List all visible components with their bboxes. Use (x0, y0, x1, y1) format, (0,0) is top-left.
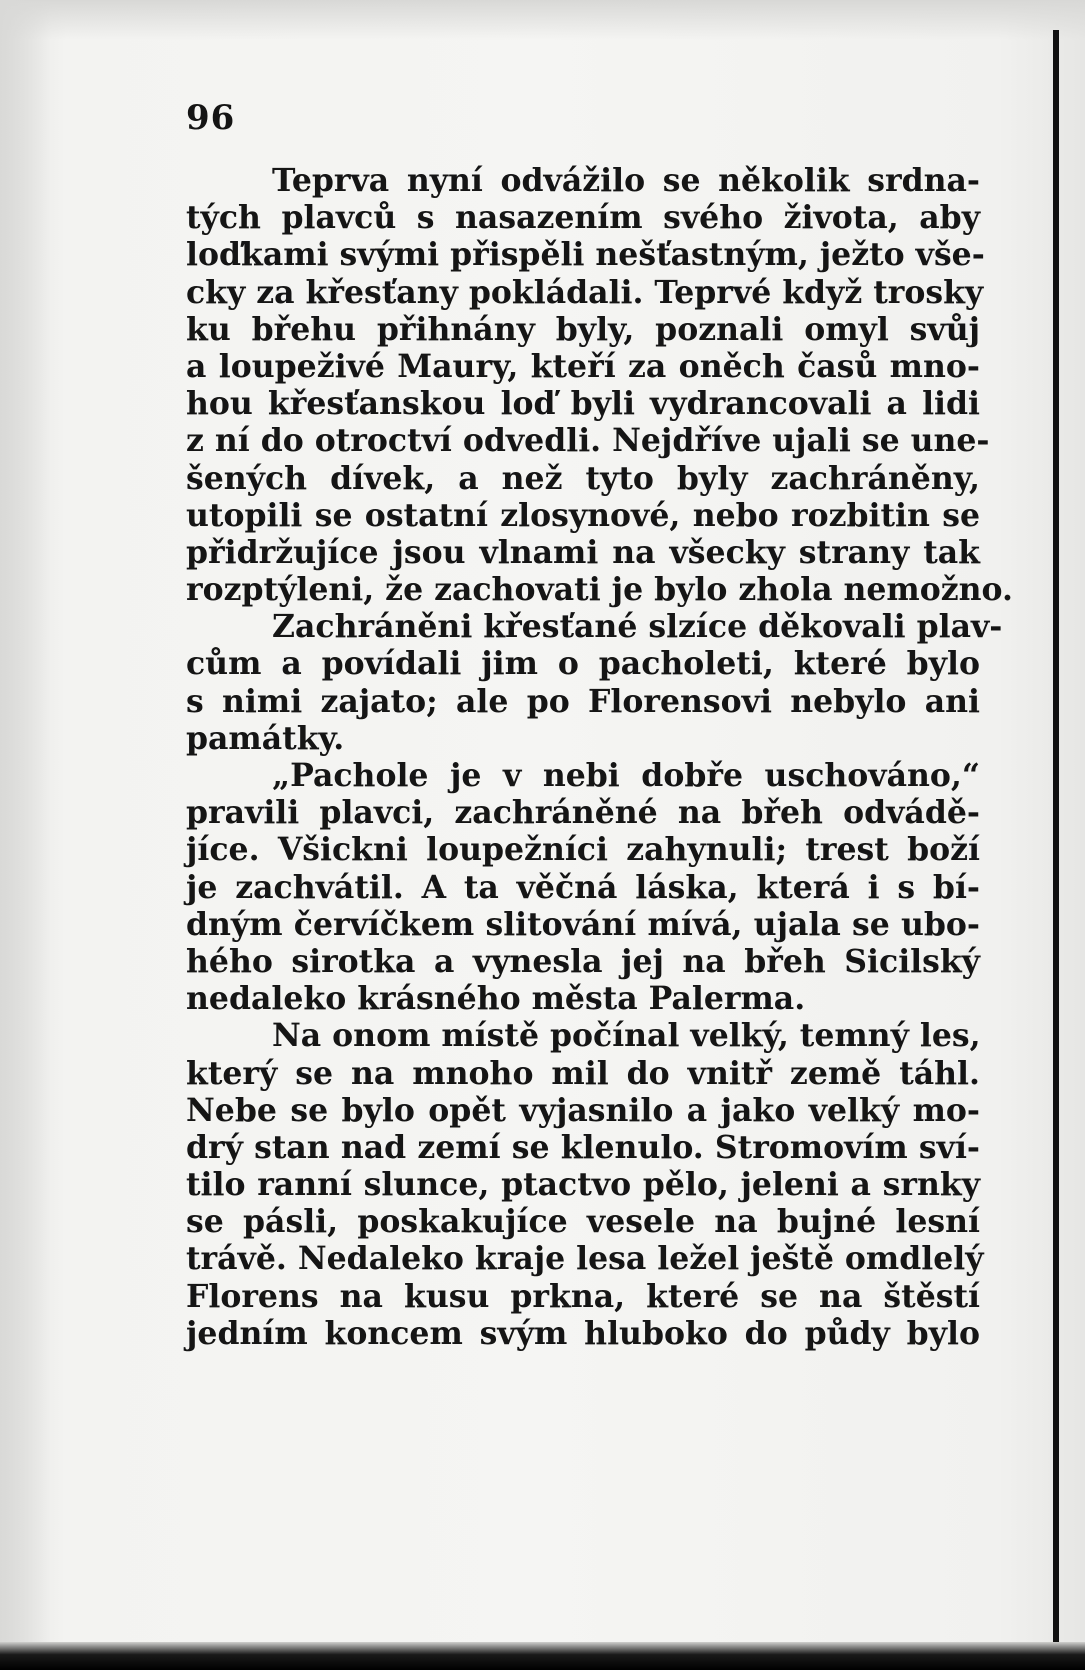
text-line: hého sirotka a vynesla jej na břeh Sicilský (186, 942, 980, 980)
text-line: šených dívek, a než tyto byly zachráněny, (186, 459, 980, 497)
text-line: se pásli, poskakujíce vesele na bujné lesní (186, 1203, 980, 1241)
text-line: Zachráněni křesťané slzíce děkovali plav- (272, 608, 1003, 646)
page-bottom-edge (0, 1642, 1085, 1670)
text-line: je zachvátil. A ta věčná láska, která i s bí- (186, 868, 980, 906)
text-line: tých plavců s nasazením svého života, aby (186, 199, 980, 237)
text-line: a loupeživé Maury, kteří za oněch časů mno- (186, 347, 980, 385)
text-line: tilo ranní slunce, ptactvo pělo, jeleni a srnky (186, 1166, 980, 1204)
text-line: Teprva nyní odvážilo se několik srdna- (272, 162, 980, 199)
text-line: cky za křesťany pokládali. Teprvé když trosky (186, 273, 984, 311)
text-line: pravili plavci, zachráněné na břeh odvádě- (186, 794, 980, 832)
text-line: loďkami svými přispěli nešťastným, ježto vše- (186, 236, 985, 274)
text-line: Na onom místě počínal velký, temný les, (272, 1017, 981, 1055)
top-shadow (0, 0, 1085, 40)
text-line: Nebe se bylo opět vyjasnilo a jako velký mo- (186, 1091, 980, 1129)
text-line: z ní do otroctví odvedli. Nejdříve ujali se une- (186, 422, 990, 460)
text-line: drý stan nad zemí se klenulo. Stromovím sví- (186, 1128, 980, 1166)
text-line: ku břehu přihnány byly, poznali omyl svůj (186, 310, 980, 348)
page-number: 96 (186, 98, 236, 138)
text-line: který se na mnoho mil do vnitř země táhl. (186, 1054, 980, 1092)
text-line: jíce. Všickni loupežníci zahynuli; trest boží (186, 831, 980, 869)
text-line: památky. (186, 719, 345, 757)
text-line: s nimi zajato; ale po Florensovi nebylo ani (186, 682, 980, 720)
body-text (186, 162, 1013, 1352)
text-line: jedním koncem svým hluboko do půdy bylo (186, 1314, 980, 1352)
text-line: nedaleko krásného města Palerma. (186, 980, 806, 1018)
text-line: rozptýleni, že zachovati je bylo zhola nemožno. (186, 571, 1013, 609)
text-line: hou křesťanskou loď byli vydrancovali a lidi (186, 385, 980, 423)
text-line: cům a povídali jim o pacholeti, které bylo (186, 645, 980, 683)
text-line: utopili se ostatní zlosynové, nebo rozbitin se (186, 496, 980, 534)
text-line: „Pachole je v nebi dobře uschováno,“ (272, 757, 980, 794)
left-shadow (0, 0, 50, 1670)
text-line: přidržujíce jsou vlnami na všecky strany tak (186, 533, 980, 571)
page-right-edge (1053, 30, 1059, 1670)
text-line: dným červíčkem slitování mívá, ujala se ubo- (186, 905, 980, 943)
text-line: Florens na kusu prkna, které se na štěstí (186, 1277, 980, 1315)
text-line: trávě. Nedaleko kraje lesa ležel ještě omdlelý (186, 1240, 984, 1278)
